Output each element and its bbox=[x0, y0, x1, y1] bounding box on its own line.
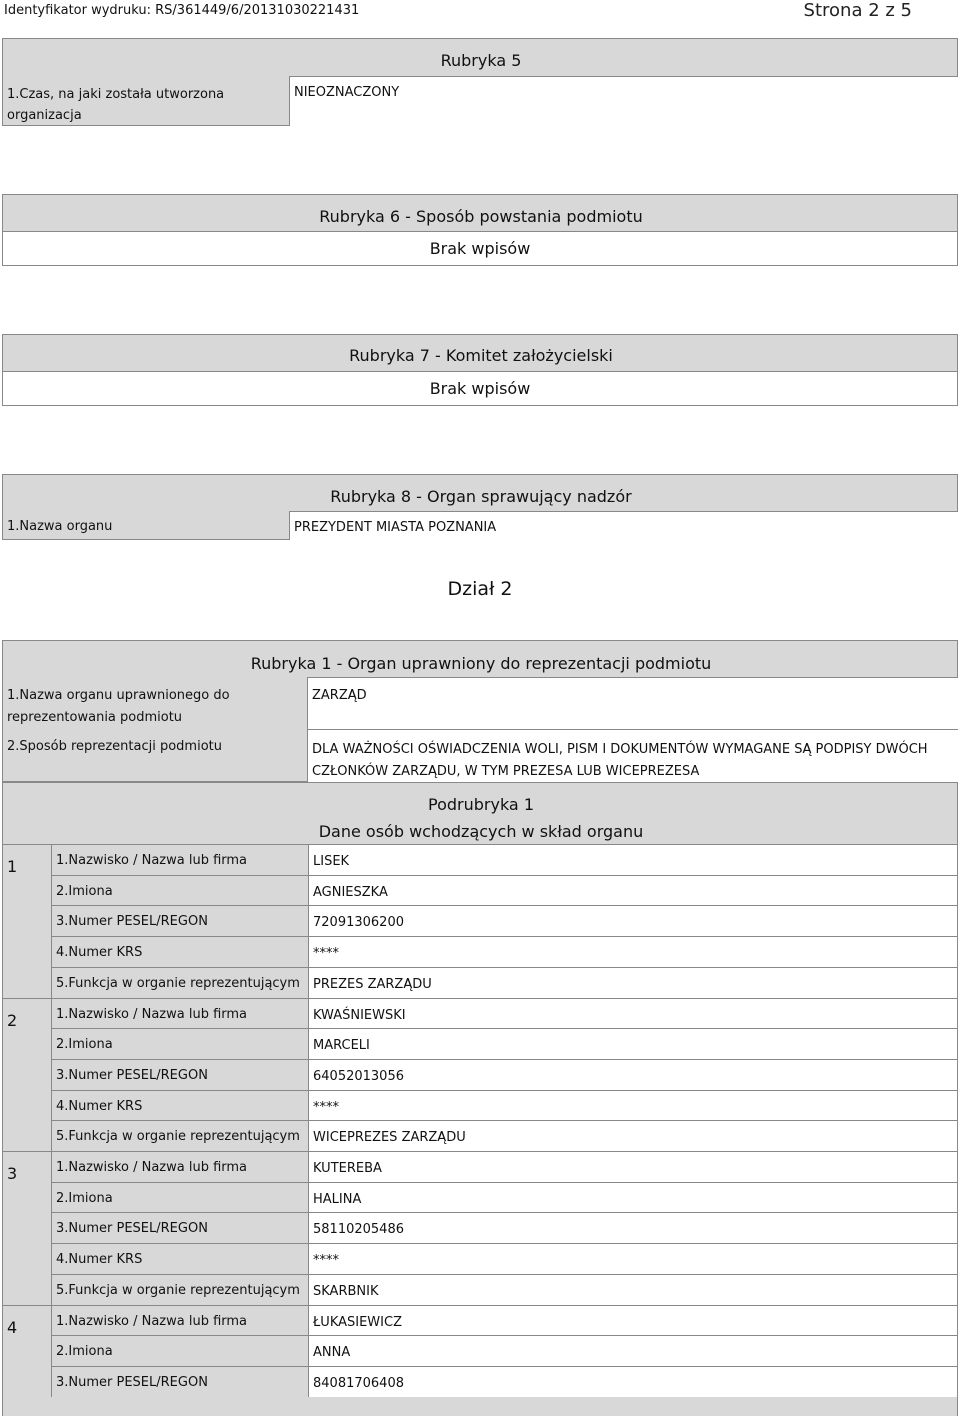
person-number-cell bbox=[3, 1151, 51, 1305]
rubryka-1-title: Rubryka 1 - Organ uprawniony do reprezentacji podmiotu bbox=[250, 654, 712, 673]
rubryka-6-title: Rubryka 6 - Sposób powstania podmiotu bbox=[319, 207, 643, 226]
person-field-value-cell bbox=[308, 1120, 957, 1151]
person-field-label bbox=[51, 1120, 308, 1151]
person-field-value: 72091306200 bbox=[313, 915, 404, 930]
person-field-label bbox=[51, 1059, 308, 1090]
person-number-cell bbox=[3, 1305, 51, 1397]
print-header bbox=[0, 0, 960, 24]
rubryka-7-body-cell bbox=[3, 371, 957, 405]
person-field-value-cell bbox=[308, 1366, 957, 1397]
person-field-label bbox=[51, 844, 308, 875]
persons-table bbox=[3, 844, 957, 1417]
person-field-label-text: 1.Nazwisko / Nazwa lub firma bbox=[56, 1160, 248, 1175]
rubryka-1-label-organ: 1.Nazwa organu uprawnionego do reprezentowania podmiotu bbox=[7, 688, 230, 725]
person-field-label bbox=[51, 1028, 308, 1059]
rubryka-6-section bbox=[2, 194, 958, 266]
person-field-label-text: 3.Numer PESEL/REGON bbox=[56, 1221, 208, 1236]
rubryka-1-value-organ: ZARZĄD bbox=[312, 688, 367, 703]
person-field-label-text: 4.Numer KRS bbox=[56, 1252, 143, 1267]
person-field-value: HALINA bbox=[313, 1192, 362, 1207]
rubryka-1-value-sposob: DLA WAŻNOŚCI OŚWIADCZENIA WOLI, PISM I DOKUMENTÓW WYMAGANE SĄ PODPISY DWÓCH CZŁONKÓW ZARZĄDU, W TYM PREZESA LUB WICEPREZESA bbox=[312, 742, 928, 779]
person-number: 4 bbox=[7, 1318, 18, 1337]
person-field-label bbox=[51, 1182, 308, 1212]
rubryka-7-title: Rubryka 7 - Komitet założycielski bbox=[349, 346, 613, 365]
person-field-value: MARCELI bbox=[313, 1038, 370, 1053]
rubryka-5-value: NIEOZNACZONY bbox=[294, 85, 400, 100]
rubryka-7-body: Brak wpisów bbox=[429, 379, 531, 398]
podrubryka-1-subtitle: Dane osób wchodzących w skład organu bbox=[318, 822, 644, 841]
person-field-label bbox=[51, 1151, 308, 1182]
person-field-label bbox=[51, 1212, 308, 1243]
person-field-value-cell bbox=[308, 1151, 957, 1182]
person-field-label-text: 1.Nazwisko / Nazwa lub firma bbox=[56, 1007, 248, 1022]
person-field-value-cell bbox=[308, 1274, 957, 1305]
person-field-value: LISEK bbox=[313, 854, 350, 869]
person-field-label bbox=[51, 1090, 308, 1120]
section-heading-dzial: Dział 2 bbox=[447, 578, 513, 600]
person-field-label bbox=[51, 905, 308, 936]
person-field-label bbox=[51, 998, 308, 1028]
person-field-value: **** bbox=[313, 1253, 339, 1268]
person-field-value-cell bbox=[308, 905, 957, 936]
person-field-label-text: 1.Nazwisko / Nazwa lub firma bbox=[56, 853, 248, 868]
person-field-label bbox=[51, 1243, 308, 1274]
rubryka-1-section bbox=[2, 640, 958, 782]
rubryka-8-value-cell bbox=[289, 511, 958, 540]
person-field-value-cell bbox=[308, 1059, 957, 1090]
rubryka-5-section bbox=[2, 38, 958, 126]
person-number: 3 bbox=[7, 1164, 18, 1183]
person-field-value-cell bbox=[308, 1028, 957, 1059]
person-field-label bbox=[51, 1366, 308, 1397]
person-field-label-text: 4.Numer KRS bbox=[56, 945, 143, 960]
rubryka-6-body-cell bbox=[3, 231, 957, 265]
rubryka-5-label: 1.Czas, na jaki została utworzona organizacja bbox=[7, 87, 225, 123]
person-field-label-text: 3.Numer PESEL/REGON bbox=[56, 914, 208, 929]
person-field-value-cell bbox=[308, 1305, 957, 1335]
person-field-label-text: 3.Numer PESEL/REGON bbox=[56, 1375, 208, 1390]
person-field-label bbox=[51, 1335, 308, 1366]
rubryka-7-section bbox=[2, 334, 958, 406]
person-field-value: **** bbox=[313, 946, 339, 961]
rubryka-5-value-cell bbox=[289, 76, 958, 126]
person-field-label-text: 2.Imiona bbox=[56, 884, 113, 899]
person-field-value-cell bbox=[308, 1243, 957, 1274]
person-field-value-cell bbox=[308, 875, 957, 905]
person-field-value-cell bbox=[308, 936, 957, 967]
print-identifier: Identyfikator wydruku: RS/361449/6/20131030221431 bbox=[4, 3, 360, 18]
rubryka-8-section bbox=[2, 474, 958, 540]
rubryka-5-title: Rubryka 5 bbox=[440, 51, 522, 70]
person-field-label bbox=[51, 967, 308, 998]
person-field-label bbox=[51, 1305, 308, 1335]
person-field-label-text: 3.Numer PESEL/REGON bbox=[56, 1068, 208, 1083]
person-field-label bbox=[51, 936, 308, 967]
rubryka-8-value: PREZYDENT MIASTA POZNANIA bbox=[294, 520, 497, 535]
person-field-value: AGNIESZKA bbox=[313, 885, 388, 900]
person-field-value: 58110205486 bbox=[313, 1222, 404, 1237]
podrubryka-1-section bbox=[2, 782, 958, 1416]
rubryka-1-value-sposob-cell bbox=[307, 730, 958, 782]
person-field-label-text: 2.Imiona bbox=[56, 1344, 113, 1359]
person-number-cell bbox=[3, 844, 51, 998]
person-field-label-text: 4.Numer KRS bbox=[56, 1099, 143, 1114]
person-number: 2 bbox=[7, 1011, 18, 1030]
person-field-value: KUTEREBA bbox=[313, 1161, 382, 1176]
person-field-label-text: 1.Nazwisko / Nazwa lub firma bbox=[56, 1314, 248, 1329]
person-field-value: PREZES ZARZĄDU bbox=[313, 977, 432, 992]
person-field-label-text: 2.Imiona bbox=[56, 1037, 113, 1052]
person-field-label bbox=[51, 1274, 308, 1305]
person-field-value: 64052013056 bbox=[313, 1069, 404, 1084]
person-field-value: ANNA bbox=[313, 1345, 351, 1360]
person-field-label-text: 2.Imiona bbox=[56, 1191, 113, 1206]
person-field-value: WICEPREZES ZARZĄDU bbox=[313, 1130, 466, 1145]
podrubryka-1-title: Podrubryka 1 bbox=[428, 795, 534, 814]
person-number-cell bbox=[3, 998, 51, 1152]
person-number: 1 bbox=[7, 857, 18, 876]
page-number: Strona 2 z 5 bbox=[803, 0, 912, 21]
rubryka-1-label-sposob: 2.Sposób reprezentacji podmiotu bbox=[7, 739, 222, 754]
person-field-value-cell bbox=[308, 844, 957, 875]
person-field-value: **** bbox=[313, 1100, 339, 1115]
person-field-label-text: 5.Funkcja w organie reprezentującym bbox=[56, 976, 300, 991]
person-field-value: ŁUKASIEWICZ bbox=[313, 1315, 402, 1330]
rubryka-6-body: Brak wpisów bbox=[429, 239, 531, 258]
person-field-value-cell bbox=[308, 1090, 957, 1120]
person-field-label bbox=[51, 875, 308, 905]
person-field-value: KWAŚNIEWSKI bbox=[313, 1008, 406, 1023]
person-field-label-text: 5.Funkcja w organie reprezentującym bbox=[56, 1129, 300, 1144]
rubryka-1-value-organ-cell bbox=[307, 677, 958, 730]
person-field-label-text: 5.Funkcja w organie reprezentującym bbox=[56, 1283, 300, 1298]
person-field-value-cell bbox=[308, 1182, 957, 1212]
person-field-value-cell bbox=[308, 1212, 957, 1243]
person-field-value-cell bbox=[308, 967, 957, 998]
person-field-value: SKARBNIK bbox=[313, 1284, 379, 1299]
person-field-value-cell bbox=[308, 998, 957, 1028]
person-field-value: 84081706408 bbox=[313, 1376, 404, 1391]
person-field-value-cell bbox=[308, 1335, 957, 1366]
rubryka-8-label: 1.Nazwa organu bbox=[7, 519, 113, 534]
rubryka-8-title: Rubryka 8 - Organ sprawujący nadzór bbox=[330, 487, 632, 506]
